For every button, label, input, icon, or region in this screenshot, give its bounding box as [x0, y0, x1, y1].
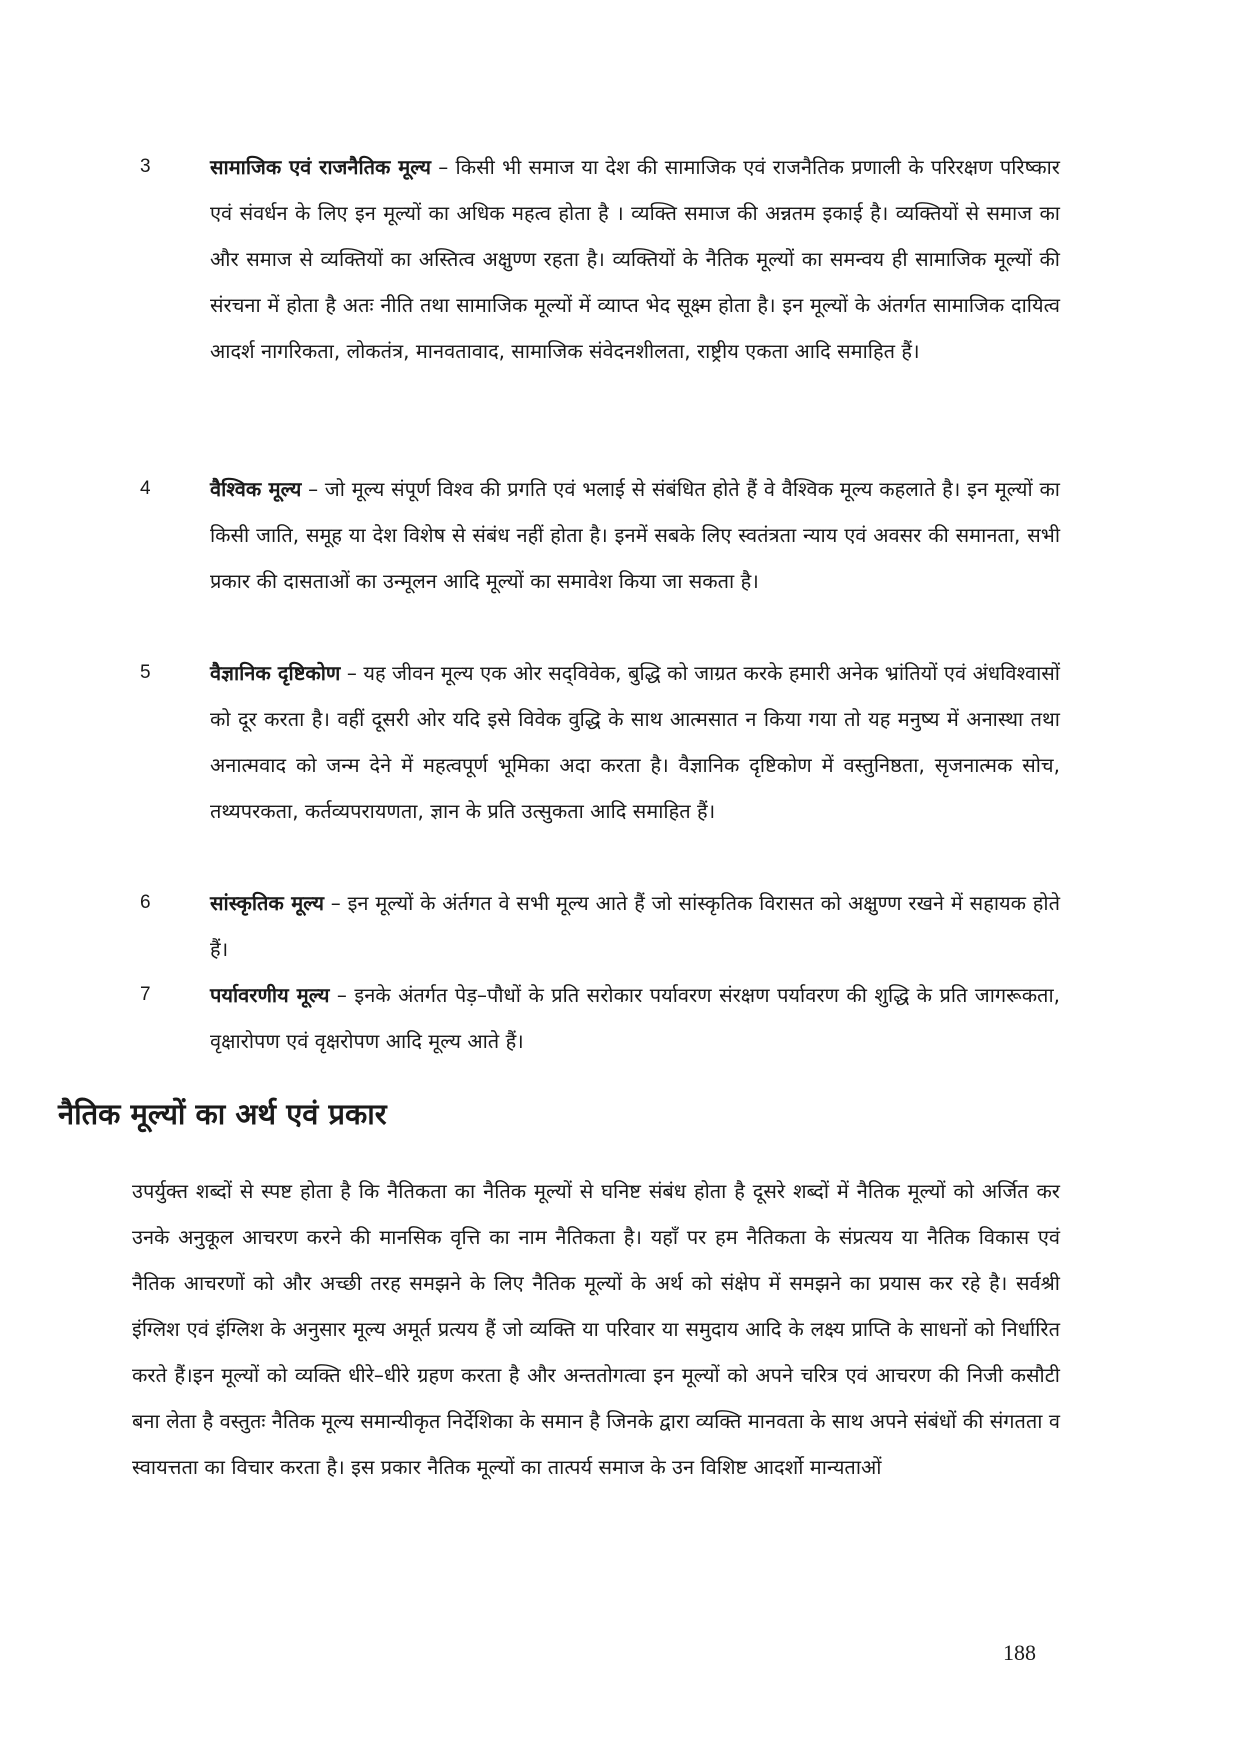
list-item-cultural-values	[140, 880, 1060, 972]
item-text: – यह जीवन मूल्य एक ओर सद्‌विवेक, बुद्धि को जाग्रत करके हमारी अनेक भ्रांतियों एवं अंधविश्वासों को दूर करता है। वहीं दूसरी ओर यदि इसे विवेक वुद्धि के साथ आत्मसात न किया गया तो यह मनुष्य में अनास्था तथा अनात्मवाद को जन्म देने में महत्वपूर्ण भूमिका अदा करता है। वैज्ञानिक दृष्टिकोण में वस्तुनिष्ठता, सृजनात्मक सोच, तथ्यपरकता, कर्तव्यपरायणता, ज्ञान के प्रति उत्सुकता आदि समाहित हैं।	[210, 661, 1060, 823]
item-body	[210, 650, 1060, 834]
body-paragraph: उपर्युक्त शब्दों से स्पष्ट होता है कि नैतिकता का नैतिक मूल्यों से घनिष्ट संबंध होता है दूसरे शब्दों में नैतिक मूल्यों को अर्जित कर उनके अनुकूल आचरण करने की मानसिक वृत्ति का नाम नैतिकता है। यहाँ पर हम नैतिकता के संप्रत्यय या नैतिक विकास एवं नैतिक आचरणों को और अच्छी तरह समझने के लिए नैतिक मूल्यों के अर्थ को संक्षेप में समझने का प्रयास कर रहे है। सर्वश्री इंग्लिश एवं इंग्लिश के अनुसार मूल्य अमूर्त प्रत्यय हैं जो व्यक्ति या परिवार या समुदाय आदि के लक्ष्य प्राप्ति के साधनों को निर्धारित करते हैं।इन मूल्यों को व्यक्ति धीरे–धीरे ग्रहण करता है और अन्ततोगत्वा इन मूल्यों को अपने चरित्र एवं आचरण की निजी कसौटी बना लेता है वस्तुतः नैतिक मूल्य समान्यीकृत निर्देशिका के समान है जिनके द्वारा व्यक्ति मानवता के साथ अपने संबंधों की संगतता व स्वायत्तता का विचार करता है। इस प्रकार नैतिक मूल्यों का तात्पर्य समाज के उन विशिष्ट आदर्शो मान्यताओं	[132, 1179, 1060, 1479]
list-item-social-political-values	[140, 144, 1060, 374]
item-text: – इनके अंतर्गत पेड़–पौधों के प्रति सरोकार पर्यावरण संरक्षण पर्यावरण की शुद्धि के प्रति जागरूकता, वृक्षारोपण एवं वृक्षरोपण आदि मूल्य आते हैं।	[210, 983, 1060, 1053]
item-term: सामाजिक एवं राजनैतिक मूल्य	[210, 155, 431, 179]
item-number: 3	[140, 156, 151, 177]
section-heading: नैतिक मूल्यों का अर्थ एवं प्रकार	[58, 1097, 387, 1131]
item-number: 7	[140, 984, 151, 1005]
list-item-global-values	[140, 466, 1060, 604]
item-term: पर्यावरणीय मूल्य	[210, 983, 330, 1007]
item-number: 4	[140, 478, 151, 499]
item-text: – किसी भी समाज या देश की सामाजिक एवं राजनैतिक प्रणाली के परिरक्षण परिष्कार एवं संवर्धन के लिए इन मूल्यों का अधिक महत्व होता है । व्यक्ति समाज की अन्नतम इकाई है। व्यक्तियों से समाज का और समाज से व्यक्तियों का अस्तित्व अक्षुण्ण रहता है। व्यक्तियों के नैतिक मूल्यों का समन्वय ही सामाजिक मूल्यों की संरचना में होता है अतः नीति तथा सामाजिक मूल्यों में व्याप्त भेद सूक्ष्म होता है। इन मूल्यों के अंतर्गत सामाजिक दायित्व आदर्श नागरिकता, लोकतंत्र, मानवतावाद, सामाजिक संवेदनशीलता, राष्ट्रीय एकता आदि समाहित हैं।	[210, 155, 1060, 363]
item-number: 6	[140, 892, 151, 913]
item-term: वैश्विक मूल्य	[210, 477, 302, 501]
item-term: वैज्ञानिक दृष्टिकोण	[210, 661, 341, 685]
item-text: – जो मूल्य संपूर्ण विश्व की प्रगति एवं भलाई से संबंधित होते हैं वे वैश्विक मूल्य कहलाते है। इन मूल्यों का किसी जाति, समूह या देश विशेष से संबंध नहीं होता है। इनमें सबके लिए स्वतंत्रता न्याय एवं अवसर की समानता, सभी प्रकार की दासताओं का उन्मूलन आदि मूल्यों का समावेश किया जा सकता है।	[210, 477, 1060, 593]
item-text: – इन मूल्यों के अंर्तगत वे सभी मूल्य आते हैं जो सांस्कृतिक विरासत को अक्षुण्ण रखने में सहायक होते हैं।	[210, 891, 1060, 961]
item-body	[210, 972, 1060, 1064]
list-item-scientific-outlook	[140, 650, 1060, 834]
item-body	[210, 880, 1060, 972]
item-number: 5	[140, 662, 151, 683]
item-body	[210, 144, 1060, 374]
item-body	[210, 466, 1060, 604]
item-term: सांस्कृतिक मूल्य	[210, 891, 324, 915]
list-item-environmental-values	[140, 972, 1060, 1064]
page-number: 188	[1003, 1640, 1036, 1665]
